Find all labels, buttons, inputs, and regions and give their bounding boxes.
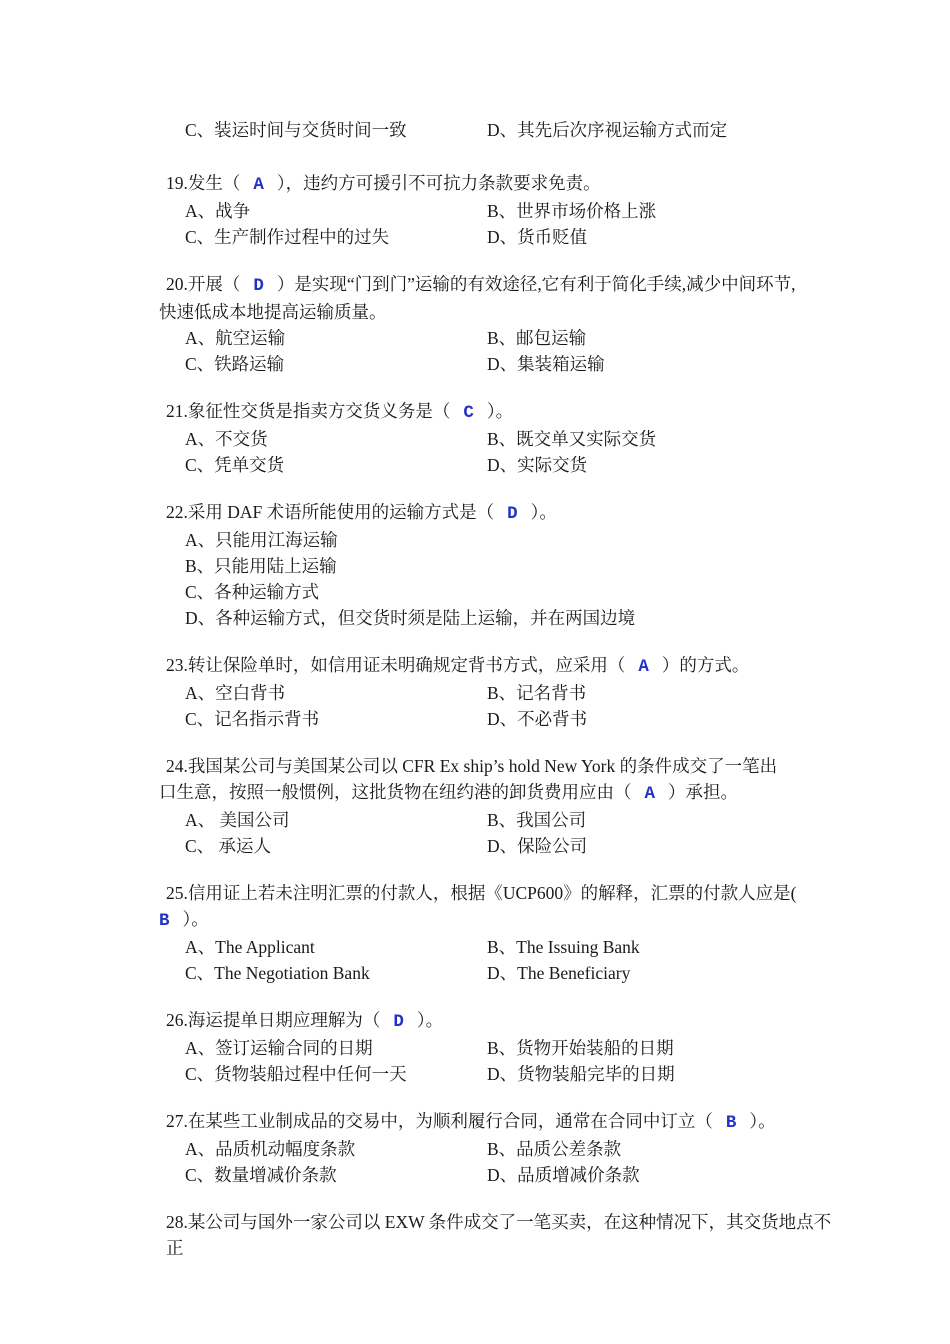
option-d: D、各种运输方式，但交货时须是陆上运输，并在两国边境 xyxy=(185,608,636,628)
stem-text-after: ）。 xyxy=(182,909,209,929)
stem-text-before: 20.开展（ xyxy=(166,274,241,294)
options-grid xyxy=(159,680,838,732)
question-stem-line2 xyxy=(159,906,838,934)
stem-text-after: ），违约方可援引不可抗力条款要求免责。 xyxy=(276,173,601,193)
stem-text-before: 19.发生（ xyxy=(166,173,241,193)
question-26 xyxy=(159,1007,838,1087)
stem-text-before: 21.象征性交货是指卖方交货义务是（ xyxy=(166,401,451,421)
option-d: D、货币贬值 xyxy=(487,227,588,247)
question-23 xyxy=(159,652,838,732)
option-b: B、只能用陆上运输 xyxy=(185,556,337,576)
stem-text-after: ）。 xyxy=(530,502,557,522)
options-grid xyxy=(159,1035,838,1087)
question-28 xyxy=(159,1209,838,1261)
answer-value: B xyxy=(159,911,170,931)
option-b: B、邮包运输 xyxy=(487,328,587,348)
stem-text-before: 23.转让保险单时，如信用证未明确规定背书方式，应采用（ xyxy=(166,655,626,675)
options-grid xyxy=(159,325,838,377)
option-d: D、品质增减价条款 xyxy=(487,1165,640,1185)
option-b: B、既交单又实际交货 xyxy=(487,429,657,449)
stem-text-after: ）。 xyxy=(749,1111,776,1131)
question-27 xyxy=(159,1108,838,1188)
options-grid xyxy=(159,934,838,986)
question-stem-line2: 快速低成本地提高运输质量。 xyxy=(159,302,387,322)
option-c: C、装运时间与交货时间一致 xyxy=(185,120,407,140)
question-18-orphan-options xyxy=(159,117,838,143)
question-25 xyxy=(159,880,838,986)
option-d: D、保险公司 xyxy=(487,836,588,856)
answer-value: A xyxy=(638,657,649,677)
option-c: C、 承运人 xyxy=(185,836,272,856)
option-a: A、只能用江海运输 xyxy=(185,530,338,550)
options-grid xyxy=(159,198,838,250)
option-c: C、铁路运输 xyxy=(185,354,285,374)
option-d: D、不必背书 xyxy=(487,709,588,729)
answer-value: B xyxy=(725,1113,737,1133)
answer-value: D xyxy=(393,1012,404,1032)
question-stem xyxy=(159,170,838,198)
option-a: A、航空运输 xyxy=(185,328,286,348)
option-d: D、The Beneficiary xyxy=(487,963,631,983)
question-stem xyxy=(159,499,838,527)
question-stem-line1: 24.我国某公司与美国某公司以 CFR Ex ship’s hold New York 的条件成交了一笔出 xyxy=(166,756,778,776)
stem-text-after: ）的方式。 xyxy=(661,655,750,675)
answer-value: D xyxy=(253,276,264,296)
question-stem-line1: 28.某公司与国外一家公司以 EXW 条件成交了一笔买卖，在这种情况下，其交货地点不正 xyxy=(166,1212,832,1258)
option-a: A、不交货 xyxy=(185,429,268,449)
question-22 xyxy=(159,499,838,631)
option-b: B、记名背书 xyxy=(487,683,587,703)
option-a: A、签订运输合同的日期 xyxy=(185,1038,373,1058)
option-c: C、货物装船过程中任何一天 xyxy=(185,1064,407,1084)
option-a: A、 美国公司 xyxy=(185,810,290,830)
stem-text-after: ）。 xyxy=(416,1010,444,1030)
question-stem-line2 xyxy=(159,779,838,807)
stem-text-before: 口生意，按照一般惯例，这批货物在纽约港的卸货费用应由（ xyxy=(159,782,632,802)
stem-text-before: 22.采用 DAF 术语所能使用的运输方式是（ xyxy=(166,502,495,522)
option-b: B、品质公差条款 xyxy=(487,1139,622,1159)
option-a: A、The Applicant xyxy=(185,937,315,957)
option-d: D、货物装船完毕的日期 xyxy=(487,1064,675,1084)
options-grid xyxy=(159,1136,838,1188)
option-a: A、战争 xyxy=(185,201,251,221)
options-list xyxy=(159,527,838,631)
question-stem-line1 xyxy=(159,271,838,299)
question-19 xyxy=(159,170,838,250)
option-d: D、其先后次序视运输方式而定 xyxy=(487,120,728,140)
option-c: C、生产制作过程中的过失 xyxy=(185,227,390,247)
question-20 xyxy=(159,271,838,377)
option-c: C、The Negotiation Bank xyxy=(185,963,370,983)
question-21 xyxy=(159,398,838,478)
option-c: C、各种运输方式 xyxy=(185,582,320,602)
stem-text-after: ）。 xyxy=(486,401,514,421)
question-stem xyxy=(159,1007,838,1035)
option-b: B、货物开始装船的日期 xyxy=(487,1038,674,1058)
answer-value: D xyxy=(507,504,518,524)
stem-text-before: 27.在某些工业制成品的交易中，为顺利履行合同，通常在合同中订立（ xyxy=(166,1111,713,1131)
option-b: B、The Issuing Bank xyxy=(487,937,640,957)
options-grid xyxy=(159,426,838,478)
option-c: C、记名指示背书 xyxy=(185,709,320,729)
question-stem-line1: 25.信用证上若未注明汇票的付款人，根据《UCP600》的解释，汇票的付款人应是( xyxy=(166,883,797,903)
option-d: D、实际交货 xyxy=(487,455,588,475)
option-c: C、凭单交货 xyxy=(185,455,285,475)
stem-text-after: ）是实现“门到门”运输的有效途径,它有利于简化手续,减少中间环节, xyxy=(276,274,796,294)
answer-value: A xyxy=(253,175,264,195)
question-stem xyxy=(159,652,838,680)
stem-text-after: ）承担。 xyxy=(668,782,739,802)
option-b: B、世界市场价格上涨 xyxy=(487,201,657,221)
question-stem xyxy=(159,1108,838,1136)
answer-value: C xyxy=(463,403,474,423)
answer-value: A xyxy=(644,784,656,804)
stem-text-before: 26.海运提单日期应理解为（ xyxy=(166,1010,381,1030)
option-a: A、空白背书 xyxy=(185,683,286,703)
option-d: D、集装箱运输 xyxy=(487,354,605,374)
option-c: C、数量增减价条款 xyxy=(185,1165,337,1185)
question-24 xyxy=(159,753,838,859)
question-stem xyxy=(159,398,838,426)
options-grid xyxy=(159,807,838,859)
option-a: A、品质机动幅度条款 xyxy=(185,1139,356,1159)
option-b: B、我国公司 xyxy=(487,810,587,830)
